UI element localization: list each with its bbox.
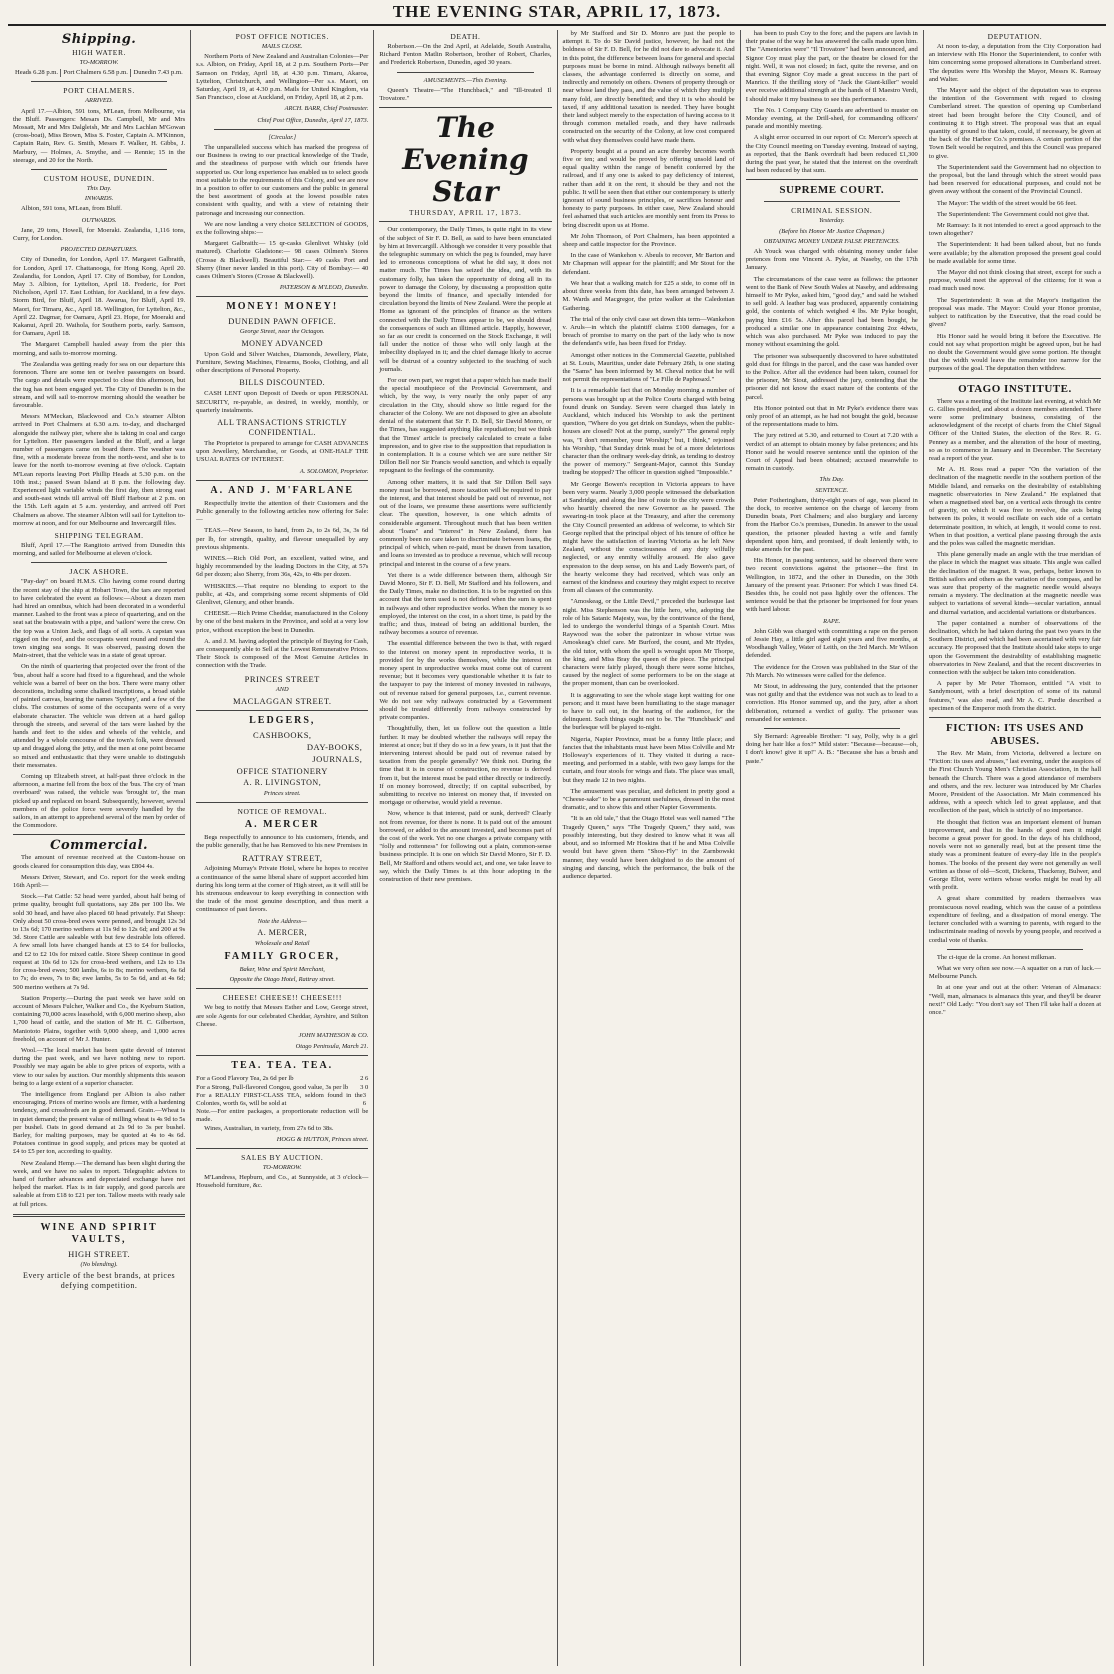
commercial-5: Wool.—The local market has been quite devoid of interest during the past week, and we have nothing new to report. Possibly we may again be able to give prices of exports, with a view to our sales by auction. Our monthly shipments this season being to a large extent of a superior character.	[13, 1046, 186, 1087]
evening-star-masthead: The Evening Star	[402, 111, 529, 209]
outwards-text: Jane, 29 tons, Howell, for Moeraki. Zealandia, 1,116 tons, Curry, for London.	[13, 226, 186, 243]
removal-heading: NOTICE OF REMOVAL.	[237, 806, 328, 816]
deputation-6: Mr Ramsay: Is it not intended to erect a good approach to the town altogether?	[928, 222, 1102, 238]
rattray-street: RATTRAY STREET,	[242, 853, 323, 864]
supreme-court-heading: SUPREME COURT.	[779, 184, 885, 197]
inwards-label: INWARDS.	[84, 195, 114, 203]
amusements-heading: AMUSEMENTS.—This Evening.	[423, 76, 508, 84]
mcfarlane-heading: A. AND J. M'FARLANE	[210, 484, 355, 496]
commercial-6: The intelligence from England per Albion is also rather encouraging. Prices of merino wools are firmer, with a hardening tendency, and crossbreds are in good demand. Grain.—Wheat is in quiet demand; the present value of milling wheat is 4s 9d to 5s per bushel. Oats in good demand at 2s 9d to 3s per bushel. Barley, for malting purposes, may be quoted at 4s to 4s 6d. Potatoes continue in good supply, and prices may be quoted at £4 to £5 per ton, according to quality.	[13, 1090, 186, 1156]
column-2	[190, 30, 373, 1666]
yesterday-label: Yesterday.	[818, 217, 845, 225]
editorial-5: The essential difference between the two is that, with regard to the interest on money spent in reproductive works, it is provided for by the works themselves, while the interest on money spent in unproductive works must come out of current revenue; but it becomes very questionable whether it is fair to the taxpayer to pay the interest of money invested in railways, out of revenue raised for general purposes, i.e., current revenue. We do not see why railways constructed by a Government should be treated differently from railways constructed by private companies.	[379, 640, 552, 722]
institute-4: The paper contained a number of observations of the declination, which he had taken during the past two years in the Southern District, and which had been ascertained with very fair accuracy. He proposed that the Institute should take steps to urge upon the Government the desirability of establishing magnetic observatories in New Zealand, and that the recent discoveries in connection with the subject be taken into consideration.	[928, 619, 1102, 677]
fiction-2: He thought that fiction was an important element of human improvement, and that in the hands of good men it might become a great power for good. In the days of his childhood, novels were not so generally read, but at the present time the study was a prominent feature of every-day life in the people's homes. The books of the present day were not generally as well written as those of old—Scott, Dickens, Thackeray, Bulwer, and George Eliot, were writers whose works might be read by all with profit.	[928, 818, 1102, 892]
arrived-text: April 17.—Albion, 591 tons, M'Lean, from Melbourne, via the Bluff. Passengers: Mesars Ds. Campbell, Mr and Mrs Mossatt, Mr and Mrs Dalgleish, Mr and Mrs Lachlan M'Gowan (cross-boat), Miss Brown, Miss S. Foster, Captain A. M'Kinnon, Captain Rain, Rev. G. Smith, Messrs F. Walker, H. Gibbs, J. Marbury, — Holmes, A. Smythe, and — Rennie; 15 in the steerage, and 20 for the North.	[13, 107, 186, 164]
jack-ashore-1: "Pay-day" on board H.M.S. Clio having come round during the recent stay of the ship at Hobart Town, the tars are reported to have celebrated the event as follows:—About a dozen men had hired an omnibus, which had been decorated in a wonderful manner. Lashed to the front was a piece of quartering, and on the seat sat the boatswain with a pipe, and 'sailors' were the crew. On the top was a Union Jack, and flags of all sorts. A capstan was rigged on the roof, and the occupants went round and round the town singing sea songs. It was observed, passing down the Main-street, that the vehicle was in a state of great uproar.	[13, 578, 186, 660]
institute-5: A paper by Mr Peter Thomson, entitled "A visit to Sandymount, with a brief description of some of its natural features," was also read, and Mr A. C. Purdie described a specimen of the Emperor moth from the district.	[928, 680, 1102, 712]
editorial-4: Yet there is a wide difference between them, although Sir David Monro, Sir F. D. Bell, Mr Stafford and his followers, and the Daily Times, make no distinction. It is to be regretted on this account that the term used is not defined when the sum is spent in railways and other reproductive works. When the money is so employed, the interest on the cost, in a short time, is paid by the traffic; and thus, instead of being an additional burden, the railway becomes a source of revenue.	[379, 571, 552, 637]
court-text-9: The evidence for the Crown was published in the Star of the 7th March. No witnesses were called for the defence.	[745, 663, 918, 679]
circular-label: [Circular.]	[268, 133, 297, 141]
local-news-11: The amusement was peculiar, and deficient in pretty good a "Cheese-sake" to be a paramount usefulness, dressed in the most dramatic, and to show this and other Napier Governments.	[562, 787, 735, 812]
mercer-heading: A. MERCER	[244, 818, 320, 830]
editorial-1: Our contemporary, the Daily Times, is quite right in its view of the subject of Sir F. D. Bell, as said to have been enunciated by him at Invercargill. Although we consider it very possible that the telegraphic summary on which the peg is founded, may have led to erroneous conceptions of what he did say, it does not matter much. The Times has seized the idea, and, with its customary folly, has taken the opportunity of doing all in its power to damage the Colony, by discussing a proposition quite beyond the limits of finance, and specially intended for circulation beyond the limits of New Zealand. Were the people at Home as ignorant of the principles of finance as the writers connected with the Daily Times appear to be, we should dread the consequences of such an illtimed article. Happily, however, so far as our credit is concerned on the Stock Exchange, it will fall under the notice of those who will only laugh at the imbecility displayed in it; and the chief damage likely to accrue will be distrust of a country subjected to the teaching of such journals.	[379, 226, 552, 373]
auction-heading: SALES BY AUCTION.	[241, 1153, 324, 1163]
local-news-10: Nigeria, Napier Province, must be a funny little place; and fancies that the inhabitants must have been Miss Colville and Mr Holloway's experiences of it. They visited it during a race-meeting, and performed in a stable, with two gasy lamps for the curtain, and four stools for wings and flats. The place was small, but they made 12 in two nights.	[562, 735, 735, 784]
court-joke: Sly Bernard: Agreeable Brother: "I say, Polly, why is a girl doing her hair like a fox?" Mild sister: "Because—because—oh, I don't know! give it up!" A. B.: "Because she has a brush and paste."	[745, 733, 918, 765]
cheese-heading: CHEESE! CHEESE!! CHEESE!!!	[222, 993, 342, 1003]
column-1	[8, 30, 190, 1666]
local-news-14: The No. 1 Company City Guards are advertised to muster on Monday evening, at the Drill-shed, for commanding officers' parade and monthly meeting.	[745, 106, 918, 131]
high-water-heading: HIGH WATER.	[72, 48, 127, 57]
tide-dunedin: Dunedin 7.43 p.m.	[131, 69, 185, 77]
criminal-session-heading: CRIMINAL SESSION.	[791, 206, 873, 216]
court-text-1: Ah Youck was charged with obtaining money under false pretences from one Vincent A. Pyke, at Naseby, on the 17th January.	[745, 248, 918, 272]
auction-text: M'Landress, Hepburn, and Co., at Sunnyside, at 3 o'clock—Household furniture, &c.	[196, 1174, 369, 1190]
mcfarlane-wines: WINES.—Rich Old Port, an excellent, vatted wine, and highly recommended by the leading Doctors in the City, at 57s 6d per dozen; also Sherry, from 36s, 42s, to 48s per dozen.	[196, 554, 369, 579]
local-news-7: Mr George Bowen's reception in Victoria appears to have been very warm. Nearly 3,000 people witnessed the debarkation at Sandridge, and along the line of route to the city were crowds who heartily cheered the new Governor as he passed. The swearing-in took place at the Treasury, and after the ceremony the City Council presented an address of welcome, to which Sir George replied that the principal object of his tenure of office he might have the satisfaction of leaving Victoria as he left New Zealand, without the consciousness of any duty wilfully neglected, or any enmity wilfully aroused. He also gave expression to the deep sense, on his and Lady Bowen's part, of the hearty welcome they had received, which was only an earnest of the kindness and courtesy they might expect to receive from all classes of the community.	[562, 480, 735, 595]
deputation-8: The Mayor did not think closing that street, except for such a purpose, would meet the approval of the citizens; for it was a road much used now.	[928, 269, 1102, 293]
editorial-cont-1: by Mr Stafford and Sir D. Monro are just the people to attempt it. To do Sir David justice, however, he had not the boldness of Sir F. D. Bell, for he did not dare to advocate it. And in this point, the difference between loans for general and special purposes must be borne in mind. Although railways benefit all classes, the advantage conferred is directly on some, and indirectly and remotely on others. Owners of property through or near whose land they pass, and the value of which they multiply many fold, are directly benefited; and they it is who should be taxed, if any additional taxation is needed. They have bought their land subject merely to the expectation of having access to it through common metalled roads, and they have railroads constructed on the security of the Colony, at low cost compared with what they themselves could have made them.	[562, 30, 735, 144]
shipping-news-2: The Zealandia was getting ready for sea on our departure this forenoon. There are some ten or twelve passengers on board. The cargo and details were expected to close this afternoon, but the tug has not been engaged yet. The City of Dunedin is in the stream, and will sail to-morrow morning should the weather be favourable.	[13, 360, 186, 409]
this-day-court: This Day.	[819, 476, 845, 484]
fiction-joke-3: In at one year and out at the other: Veteran of Almanacs: "Well, man, almanacs is almanacs this year, and they'll be dearer next!" Old Lady: "You don't say so! Then I'll take half a dozen at once."	[928, 984, 1102, 1016]
arrived-label: ARRIVED.	[85, 97, 114, 105]
tea-row: Note.—For entire packages, a proportionate reduction will be made.	[196, 1108, 369, 1124]
jack-ashore-heading: JACK ASHORE.	[69, 567, 129, 577]
this-day-label: This Day.	[86, 185, 112, 193]
wine-vaults-heading: WINE AND SPIRIT VAULTS,	[40, 1221, 158, 1245]
post-office-text: Northern Ports of New Zealand and Australian Colonies—Per s.s. Albion, on Friday, April 18, at 2 p.m. Southern Ports—Per Samson on Friday, April 18, at 4.30 p.m. Timaru, Akaroa, Lyttelton, Christchurch, and Wellington—Per s.s. Maori, on Saturday, April 19, at 4.30 p.m. Mails for United Kingdom, via San Francisco, close at Auckland, on Friday, April 18, at 2 p.m.	[196, 53, 369, 102]
court-text-2: The circumstances of the case were as follows: the prisoner went to the Bank of New South Wales at Naseby, and addressing himself to Mr Pyke, asked him, "good day," and said he wished to sell gold. A leather bag was produced, apparently containing gold, the contents of which weighed 4 lbs. Mr Pyke bought, paying him £16 5s. After this parcel had been bought, he produced a similar one in appearance containing 2oz 4dwts, which was also purchased. Mr Pyke was induced to pay the money without examining the gold.	[745, 275, 918, 349]
dateline: THURSDAY, APRIL 17, 1873.	[409, 209, 522, 218]
port-chalmers-heading: PORT CHALMERS.	[63, 86, 135, 96]
pawn-office-text-2: CASH LENT upon Deposit of Deeds or upon PERSONAL SECURITY, re-payable, as desired, in weekly, monthly, or quarterly instalments.	[196, 390, 369, 414]
circular-ships: Margaret Galbraith:— 15 qr-casks Glenlivet Whisky (old matured). Charlotte Gladstone:— 98 cases Oilmen's Stores (Crosse & Blackwell). Beautiful Star:— 49 casks Port and Sherry (finer never landed in this port). City of Bombay:— 40 cases Oilmen's Stores (Crosse & Blackwell).	[196, 240, 369, 281]
court-text-10: Mr Stout, in addressing the jury, contended that the prisoner was not guilty and that the evidence was not such as to lead to a conviction. His Honor summed up, and the jury, after a short deliberation, returned a verdict of guilty. The prisoner was remanded for sentence.	[745, 683, 918, 723]
before-judge: (Before his Honor Mr Justice Chapman.)	[779, 227, 885, 235]
tea-wines: Wines, Australian, in variety, from 27s 6d to 38s.	[204, 1124, 334, 1132]
local-news-2: In the case of Wankehon v. Abeuls to recover, Mr Barton and Mr Chapman will appear for the plaintiff; and Mr Stout for the defendant.	[562, 252, 735, 276]
cheese-text: We beg to notify that Messrs Esther and Low, George street, are sole Agents for our celebrated Cheddar, Ayrshire, and Stilton Cheese.	[196, 1004, 369, 1028]
deputation-1: At noon to-day, a deputation from the City Corporation had an interview with His Honor the Superintendent, to confer with him concerning some proposed alterations in Cumberland street. The deputies were His Worship the Mayor, Messrs K. Ramsay and Walter.	[928, 43, 1102, 83]
court-text-5: The jury retired at 5.30, and returned to Court at 7.20 with a verdict of an attempt to obtain money by false pretences; and his Honor said he would reserve sentence until the opinion of the Court of Appeal had been obtained; accused meanwhile to remain in custody.	[745, 432, 918, 473]
tea-row: For a REALLY FIRST-CLASS TEA, seldom found in the Colonies, worth 6s, will be sold at 3 6	[196, 1091, 367, 1108]
fiction-joke-1: The ci-ique de la crome. An honest milkman.	[936, 953, 1057, 961]
shipping-news-1: The Margaret Campbell hauled away from the pier this morning, and sails to-morrow morning.	[13, 341, 186, 357]
auction-sub: TO-MORROW.	[262, 1164, 302, 1172]
commercial-4: Station Property.—During the past week we have sold on account of Messrs Fulcher, Walker and Co., the Kyeburn Station, containing 70,000 acres leasehold, with 6,000 merino sheep, also 1,700 head of cattle, and the station of Mr H. C. Gilbertson, Maniototo Plains, together with 9,000 sheep, and 1,000 acres freehold, on account of Mr J. Hunter.	[13, 994, 186, 1043]
mcfarlane-teas: TEAS.—New Season, to hand, from 2s, to 2s 6d, 3s, 3s 6d per lb, for strength, quality, and flavour unequalled by any previous shipments.	[196, 527, 369, 551]
circular-text-2: We are now landing a very choice SELECTION of GOODS, ex the following ships:—	[196, 220, 369, 237]
mcfarlane-intro: Respectfully invite the attention of their Customers and the Public generally to the following articles now offering for Sale:—	[196, 499, 369, 524]
deputation-7: The Superintendent: It had been talked about, but no funds were available; by the alteration proposed the present goal could be made available for some time.	[928, 241, 1102, 265]
circular-text: The unparalleled success which has marked the progress of our Business is owing to our practical knowledge of the Trade, and the steadiness of purpose with which our friends have supported us. Our long experience has enabled us to select goods most suitable to the requirements of this Colony, and we are now in a position to offer to our customers and the public in general the best assortment of goods at the lowest possible rates consistent with quality, and with a view of retaining their patronage and increasing our connection.	[196, 144, 369, 217]
editorial-6: Thoughtfully, then, let us follow out the question a little further. It may be doubted whether the railways will repay the interest at once; but if they do so in a few years, is it just that the intervening interest should be paid out of revenue raised by taxation from the people generally? We think not. During the time that it is in course of construction, no revenue is derived from it, but the interest must be paid either directly or indirectly. If on money borrowed, directly; if on capital subscribed, by submitting to receive no interest on money that, if invested on mortgage or otherwise, would yield a revenue.	[379, 725, 552, 807]
pawn-office-text-3: The Proprietor is prepared to arrange for CASH ADVANCES upon Jewellery, Merchandise, or Goods, at ONE-HALF THE USUAL RATES OF INTEREST.	[196, 439, 369, 464]
tomorrow-label: TO-MORROW.	[79, 59, 119, 66]
maclaggan-street: MACLAGGAN STREET.	[232, 695, 332, 706]
institute-3: This plane generally made an angle with the true meridian of the place in which the magnet was situate. This angle was called the declination of the magnet. It was, perhaps, better known to British sailors and others as the variation of the compass, and he was sure that property of the magnetic needle would always remain a mystery. The declination at the magnetic needle was subject to variations of several kinds—secular variation, annual and diurnal variation, and accidental variations or disturbances.	[928, 551, 1102, 616]
pawn-office-signature: A. SOLOMON, Proprietor.	[299, 467, 369, 475]
tea-heading: TEA. TEA. TEA.	[231, 1060, 334, 1072]
office-stationery: OFFICE STATIONERY	[236, 765, 328, 776]
tide-heads: Heads 6.28 p.m.	[15, 69, 59, 77]
institute-1: There was a meeting of the Institute last evening, at which Mr G. Gillies presided, and about a dozen members attended. There were some preliminary business, consisting of the acknowledgment of the receipt of charts from the Chief Signal Officer of the United States, the election of the Rev. R. G. Penney as a member, and the alteration of the hour of meeting, so as to commence in January and in December. The Secretary read a report of the year.	[928, 397, 1102, 462]
ledgers-heading: LEDGERS,	[249, 714, 316, 726]
amusements-text: Queen's Theatre—"The Hunchback," and "Ill-treated Il Trovatore."	[379, 86, 552, 103]
sentence-heading: SENTENCE.	[815, 486, 849, 494]
tide-port: Port Chalmers 6.58 p.m.	[61, 69, 131, 77]
mercer-text-2: Adjoining Murray's Private Hotel, where he hopes to receive a continuance of the same liberal share of support accorded him during his long term at the corner of High street, as it will still be his strenuous endeavour to keep everything in connection with the trade of the most genuine description, and thus merit a continuance of past favors.	[196, 865, 369, 914]
false-pretences-heading: OBTAINING MONEY UNDER FALSE PRETENCES.	[763, 237, 900, 245]
institute-2: Mr A. H. Ross read a paper "On the variation of the declination of the magnetic needle in the southern portion of the Middle Island, and remarks on the desirability of establishing magnetic observatories in New Zealand." He explained that when a magnetised steel bar, on a vertical axis through its centre of gravity, on which it was free to revolve, the axis being between its poles, it would oscillate on each side of a certain determinate position, in which, at length, it would come to rest. When in that position, a vertical plane passing through the axis and the poles was called the magnetic meridian.	[928, 466, 1102, 547]
editorial-2: For our own part, we regret that a paper which has made itself the special mouthpiece of the Provincial Government, and which, by the way, is very nearly the only paper of any circulation in the City, should show so little regard for the character of the Colony. We are not disposed to give an absolute denial of the statement that Sir F. D. Bell, Sir David Monro, or the Times, has suggested anything like repudiation; but we think that the Times' article is precisely calculated to create a false impression, and to give rise to the supposition that repudiation is in contemplation. It is a course which we are sure neither Sir Dillon Bell nor Sir Francis would sanction, and which is equally repugnant to the feelings of the community.	[379, 377, 552, 475]
court-text-8: John Gibb was charged with committing a rape on the person of Jessie Hay, a little girl aged eight years and five months, at Woodhaugh Valley, Water of Leith, on the 3rd March. Mr Wilson defended.	[745, 627, 918, 660]
telegram-text: Bluff, April 17.—The Rangitoto arrived from Dunedin this morning, and sailed for Melbourne at eleven o'clock.	[13, 541, 186, 558]
mcfarlane-whisky: WHISKIES.—That require no blending to export to the public, at 42s, and comprising some recent shipments of Old Glenlivet, Glenury, and other brands.	[196, 582, 369, 606]
outwards-label: OUTWARDS.	[81, 216, 117, 224]
money-advanced: MONEY ADVANCED	[241, 338, 323, 348]
local-news-6: It is a remarkable fact that on Monday morning a number of persons was brought up at the Police Courts charged with being found drunk on Sunday. Seven were charged thus lately in Auckland, which induced his Worship to ask the pertinent question, "Where do you get drink on Sundays, when the public-houses are closed? Not at the pump, surely?" The general reply was, "I don't remember, your Worship;" but, I think," rejoined his Worship, "that Sunday drink must be of a more deleterious character than the ordinary week-day drink, as tending to destroy the power of memory." Sergeant-Major, cannot this Sunday trading be stopped? The officer in question sighed "Impossible."	[562, 387, 735, 477]
livingston-address: Princes street.	[263, 789, 301, 797]
tea-row: For a Good Flavory Tea, 2s 6d per lb 2 6	[196, 1075, 369, 1083]
local-news-8: "Amoskeag, or the Little Devil," preceded the burlesque last night. Miss Stephenson was the little hero, who, adopting the role of his Satanic Majesty, was, by the contrivance of the fiend, led to undergo the wonderful things of a Spanish Court. Miss Raywood was the sober the patronizer in whose virtue was Amoskeag's chief care. Mr Burford, the count, and Mr Hydes, the old tutor, with whom the spell is wrought upon Mr Thorpe, the king, and Miss Bray the queen of the piece. The principal characters were fairly played, though there were some hitches, caused by the neglect of some performers to be on the stage at the proper moment, than can be overlooked.	[562, 598, 735, 688]
wine-vaults-tagline: Every article of the best brands, at prices defying competition.	[23, 1270, 176, 1290]
note-address: Note the Address—	[257, 917, 307, 925]
mercer-wholesale: Wholesale and Retail	[254, 939, 310, 947]
column-5	[740, 30, 923, 1666]
mercer-name: A. MERCER,	[257, 927, 308, 937]
mercer-text: Begs respectfully to announce to his customers, friends, and the public generally, that he has Removed to his new Premises in	[196, 833, 369, 850]
court-text-4: His Honor pointed out that in Mr Pyke's evidence there was only proof of an attempt, as he had not bought the gold, because of the representations made to him.	[745, 404, 918, 429]
mcfarlane-cheese: CHEESE.—Rich Prime Cheddar, manufactured in the Colony by one of the best makers in the Province, and sold at a very low price, without exception the best in Dunedin.	[196, 610, 369, 634]
pawn-office-text: Upon Gold and Silver Watches, Diamonds, Jewellery, Plate, Furniture, Sewing Machines, Firearms, Books, Clothing, and all other descriptions of Personal Property.	[196, 350, 369, 375]
mercer-opposite: Opposite the Otago Hotel, Rattray street.	[229, 976, 335, 984]
mails-close-label: MAILS CLOSE.	[261, 43, 303, 50]
rape-heading: RAPE.	[823, 617, 841, 625]
telegram-heading: SHIPPING TELEGRAM.	[54, 530, 144, 540]
column-4	[557, 30, 740, 1666]
cheese-signature: JOHN MATHESON & CO.	[298, 1032, 369, 1040]
wine-vaults-street: HIGH STREET.	[68, 1248, 131, 1259]
local-news-3: We hear that a walking match for £25 a side, to come off in about three weeks from this date, has been arranged between J. M. Wards and Macgregor, the prize walker at the Caledonian Gathering.	[562, 279, 735, 312]
court-text-6: Peter Fotheringham, thirty-eight years of age, was placed in the dock, to receive sentence on the charge of larceny from Dunedin boats, Port Chalmers; and also burglary and larceny from the Harbor Co.'s premises, Dunedin. In answer to the usual question, the prisoner pleaded having a wife and family dependent upon him, and promised, if dealt leniently with, to make amends for the past.	[745, 496, 918, 553]
circular-signature: PATERSON & M'LEOD, Dunedin.	[279, 284, 369, 292]
inwards-text: Albion, 591 tons, M'Lean, from Bluff.	[21, 205, 122, 213]
tea-row: For a Strong, Full-flavored Congou, good value, 3s per lb 3 0	[196, 1083, 369, 1091]
commercial-7: New Zealand Hemp.—The demand has been slight during the week, and we have no sales to report. Telegraphic advices to hand of further advances and depreciated exchange have not helped the market. Flax is in fair supply, and good parcels are saleable at from £18 to £21 per ton. Tallow meets with ready sale at full prices.	[13, 1159, 186, 1208]
daybooks-line: DAY-BOOKS,	[306, 741, 363, 752]
fiction-joke-2: What we very often see now.—A squatter on a run of luck.—Melbourne Punch.	[928, 964, 1102, 981]
post-office-signature: ARCH. BARR, Chief Postmaster.	[284, 105, 369, 113]
deputation-10: His Honor said he would bring it before the Executive. He could not say what proportion might be agreed upon, but he had no doubt the Government would give some portion. He thought that the width would leave the remainder too narrow for the purposes of the goal. The deputation then withdrew.	[928, 332, 1102, 373]
local-news-13: has been to push Coy to the fore; and the papers are lavish in their praise of the way he has answered the calls made upon him. The "Ameniories were" "Il Trovatore" had been announced, and Signor Coy must play the part, or the theatre be closed for the night. Well, it was not closed; in fact, quite the reverse, and on that evening Signor Coy made a great success in the part of Manrico. If the thrilling story of "Jack the Giant-killer" would ever receive additional strength at the hands of Il Maestro Verdi, I should make it my business to see this performance.	[745, 30, 918, 103]
pawn-office-heading: DUNEDIN PAWN OFFICE.	[228, 316, 337, 327]
court-text-3: The prisoner was subsequently discovered to have substituted gold dust for filings in the parcel, and the case was handed over to the Police. After all the evidence had been taken, counsel for the prisoner, Mr Stout, addressed the jury, contending that the prisoner did not know the exact nature of the contents of the parcel.	[745, 352, 918, 401]
tea-price-list	[196, 1075, 368, 1124]
mcfarlane-text-2: A. and J. M. having adopted the principle of Buying for Cash, are consequently able to Sell at the Lowest Remunerative Prices. Their Stock is composed of the Most Genuine Articles in connection with the Trade.	[196, 637, 369, 670]
deputation-4: The Mayor: The width of the street would be 66 feet.	[936, 199, 1077, 207]
projected-label: PROJECTED DEPARTURES.	[60, 246, 138, 254]
otago-institute-heading: OTAGO INSTITUTE.	[958, 382, 1072, 395]
transactions-confidential: ALL TRANSACTIONS STRICTLY CONFIDENTIAL.	[217, 417, 348, 437]
editorial-cont-2: Property bought at a pound an acre thereby becomes worth five or ten; and would be proved by offering unsold land of equal quality within the range of benefit conferred by the railroad, and if any one is asked to pay deficiency of interest, rather than add it on the rent, it should be they and not the public. It will be seen then that either our contemporary is utterly ignorant of sound business principles, or sacrifices honour and honesty to party purposes. In either case, New Zealand should feel ashamed that such articles are monthly sent from its Press to bring discredit upon us at Home.	[562, 147, 735, 229]
deputation-5: The Superintendent: The Government could not give that.	[936, 210, 1090, 218]
death-text: Robertson.—On the 2nd April, at Adelaide, South Australia, Richard Fenton Matlin Robertson, brother of Robert, Charles, and Frederick Robertson, Dunedin, aged 30 years.	[379, 43, 552, 67]
columns	[8, 30, 1106, 1666]
deputation-heading: DEPUTATION.	[987, 32, 1043, 41]
family-grocer: FAMILY GROCER,	[224, 951, 340, 963]
bills-discounted: BILLS DISCOUNTED.	[239, 378, 326, 388]
editorial-7: Now, whence is that interest, paid or sunk, derived? Clearly not from revenue, for there is none. It is paid out of the amount borrowed, or added to the amount invested, and becomes part of the cost of the work. Yet no one charges a private company with "folly and rottenness" for following out a plain, common-sense business principle. It is one on which Sir David Monro, Sir F. D. Bell, Mr Stafford and others would act, and one, we take leave to say, which the Daily Times is at this hour adopting in the construction of their new premises.	[379, 810, 552, 884]
cashbooks-line: CASHBOOKS,	[252, 729, 312, 740]
local-news-12: "It is an old tale," that the Otago Hotel was well named "The Tragedy Queen," says "The Tragedy Queen," they said, was possibly interesting, but they desired to know what it was all about, and so informed Mr Hoskins that if he and Miss Colville would but have given them "Shoo-Fly" in the Zarnbowski manner, they would have been delighted to do the amount of singing and dancing, which the performance, the bulk of the audience departed.	[562, 815, 735, 880]
jack-ashore-3: Coming up Elizabeth street, at half-past three o'clock in the afternoon, a marine fell from the box of the 'bus. The cry of 'man overboard' was raised, the vehicle was 'brought to', the man picked up and replaced on board. Subsequently, however, several members of the police force were severely handled by the sailors, in an attempt to apprehend several of the men by order of the Commodore.	[13, 773, 186, 830]
wine-vaults-note: (No blending).	[80, 1260, 118, 1268]
pawn-office-address: George Street, near the Octagon.	[239, 328, 325, 336]
commercial-1: The amount of revenue received at the Custom-house on goods cleared for consumption this day, was £804 4s.	[13, 854, 186, 870]
local-news-4: The trial of the only civil case set down this term—Wankehon v. Aruls—in which the plaintiff claims £100 damages, for a breach of promise to marry on the part of the lady who is now the defendant's wife, has been fixed for Friday.	[562, 315, 735, 348]
journals-line: JOURNALS,	[312, 753, 363, 764]
shipping-heading: Shipping.	[61, 32, 137, 47]
cheese-dateline: Otago Peninsula, March 21.	[295, 1043, 369, 1051]
princes-and: AND	[275, 685, 289, 693]
livingston-name: A. R. LIVINGSTON,	[243, 777, 322, 787]
projected-text: City of Dunedin, for London, April 17. Margaret Galbraith, for London, April 17. Chattanooga, for Hong Kong, April 20. Zealandia, for London, April 17. City of Bombay, for London, May 3. Albion, for Lyttelton, April 18. Frederic, for Port Nicholson, April 17. East Lothian, for Auckland, in a few days. Storm Bird, for Bluff, April 18. Awarua, for Bluff, April 19. Maori, for Timaru, &c., April 18. Wellington, for Lyttelton, &c., April 22. Dagmar, for Oamaru, April 23. Hope, for Moeraki and Kakanui, April 20. Waihola, for Southern ports, early. Samson, for Oamaru, April 18.	[13, 256, 186, 338]
fiction-heading: FICTION: ITS USES AND ABUSES.	[945, 722, 1084, 748]
local-news-15: A slight error occurred in our report of Cr. Mercer's speech at the City Council meeting on Tuesday evening. Instead of saying, as reported, that the Bank overdraft had been reduced £1,300 during the past year, he stated that the interest on the overdraft had been reduced by that sum.	[745, 134, 918, 175]
tea-signature: HOGG & HUTTON, Princes street.	[276, 1135, 369, 1143]
court-text-7: His Honor, in passing sentence, said he observed there were two recent convictions against the prisoner—the first in Wellington, in 1872, and the other in Dunedin, on the 30th January of the present year. Prisoner: For which I was fined £4. Besides this, he could not pass lightly over the offences. The sentence would be that the prisoner be imprisoned for four years with hard labour.	[745, 557, 918, 614]
editorial-3: Among other matters, it is said that Sir Dillon Bell says money must be borrowed, more taxation will be required to pay the interest, and that interest should be paid out of revenue, not out of the loans, we presume these assertions were sufficiently clear. The question, however, is one which admits of considerable argument. Throughout much that has been written about "loans" and "interest" in New Zealand, there has commonly been no care taken to discriminate between loans, the principal of which, when re-paid, must be drawn from taxation, and loans so invested as to produce a revenue, which will recoup principal and interest in the course of a few years.	[379, 478, 552, 568]
commercial-3: Stock.—Fat Cattle: 52 head were yarded, about half being of prime quality, brought full quotations, say 28s per 100 lbs. We sold 30 head, and have also placed 60 head privately. Fat Sheep: Only about 50 cross-bred ewes were penned, and brought 12s 3d to 13s 6d; 170 merino wethers at 11s 9d to 12s 6d; and 200 at 9s 3d. Store Cattle are saleable with but few desirable lots offered. A few small lots have changed hands at £3 to £4 for bullocks, and £2 to £2 10s for mixed cattle. Store Sheep continue in good request at 10s 6d to 12s for cross-bred wethers, and 12s to 13s for cross-bred ewes; 500 lambs, 6s to 8s; merino wethers, 6s 6d to 7s; do ewes, 7s to 8s; ewe lambs, 5s to 5s 6d, and at 4s 6d; 500 merino wethers at 7s 9d.	[13, 893, 186, 991]
deputation-2: The Mayor said the object of the deputation was to express the intention of the Government with regard to closing Cumberland street. The question of opening up Cumberland street had been brought before the City Council, and of continuing it to High street. The proposal was that an equal quantity of ground to that taken, could, if necessary, be given at the back of the Harbor Co.'s premises. A certain portion of the Town Belt would be required, and this the Council was prepared to give.	[928, 87, 1102, 160]
deputation-3: The Superintendent said the Government had no objection to the proposal, but the land through which the street would pass had been reserved for educational purposes, and could not be given away without the consent of the Provincial Council.	[928, 163, 1102, 196]
princes-street: PRINCES STREET	[244, 673, 320, 684]
fiction-3: A great share committed by readers themselves was promiscuous novel reading, which was the cause of a pointless expenditure of feeling, and a dissipation of moral energy. The lecturer concluded with a warning to parents, with regard to the indiscriminate reading of novels by young people, and received a cordial vote of thanks.	[928, 895, 1102, 944]
mercer-baker: Baker, Wine and Spirit Merchant,	[239, 966, 325, 974]
deputation-9: The Superintendent: It was at the Mayor's instigation the proposal was made. The Mayor: Could your Honor promise, subject to ratification by the Executive, that the road could be given?	[928, 296, 1102, 329]
money-heading: MONEY! MONEY!	[226, 301, 339, 313]
column-3	[373, 30, 556, 1666]
shipping-news-3: Messrs M'Meckan, Blackwood and Co.'s steamer Albion arrived in Port Chalmers at 6.30 a.m. to-day, and discharged alongside the railway pier, where she is taking in coal and cargo for Lyttelton. Her passengers landed at the Bluff, and a large number of passengers came on board there. The weather was fine, with a moderate breeze from the north-west, and she is to leave for the north to-morrow evening at five o'clock. Captain M'Lean reports leaving Port Phillip Heads at 5.30 p.m. on the 10th inst.; passed Swan Island at 8 p.m. the following day. Experienced light variable winds the first day, then strong east and south-east winds till arrival off Bluff Harbour at 2 p.m. on the 15th. Left again at 5 a.m. yesterday, and arrived off Port Chalmers as above. The steamer Albion will sail for Lyttelton to-morrow at noon, and for our Melbourne and Invercargill files.	[13, 413, 186, 527]
tide-table	[13, 69, 185, 77]
column-6	[923, 30, 1106, 1666]
jack-ashore-2: On the ninth of quartering that projected over the front of the 'bus, about half a score had fixed to a figurehead, and the whole vehicle was a barrel of beer on the box. There were many other decorations, including some chalked inscriptions, a broad stable of painted canvas, bearing the names 'Sydney', and a few of the clubs. The costumes of some of the occupants were of a very elaborate character. The vehicle was driven at a hard gallop through the streets, and several of the tars were lashed by the hands and feet to the sides and wheels of the vehicle, and attended by a whole concourse of the town's folk, were dressed up and dragged along the jetty, and the men at one point became so mixed and enthusiastic that they were unable to distinguish their messmates.	[13, 663, 186, 769]
fiction-1: The Rev. Mr Main, from Victoria, delivered a lecture on "Fiction: its uses and abuses," last evening, under the auspices of the First Church Young Men's Christian Association, in the hall beneath the Church. There was a good attendance of members and others, and the rev. lecturer was introduced by Mr Charles Moore, President of the Association. Mr Main commenced his address, with a speech which led to great applause, and that recollection of the past, which is strictly of no importance.	[928, 750, 1102, 815]
customs-heading: CUSTOM HOUSE, DUNEDIN.	[43, 174, 155, 184]
commercial-heading: Commercial.	[50, 838, 149, 854]
post-office-dateline: Chief Post Office, Dunedin, April 17, 1873.	[257, 116, 369, 124]
local-news-9: It is aggravating to see the whole stage kept waiting for one person; and it must have been humiliating to the stage manager to have to call out, in the hearing of the audience, for the delinquent. Such things ought not to be. The "Hunchback" and the burlesque will be played to-night.	[562, 691, 735, 732]
local-news-1: Mr John Thomson, of Port Chalmers, has been appointed a sheep and cattle inspector for the Province.	[562, 232, 735, 249]
commercial-2: Messrs Driver, Stewart, and Co. report for the week ending 16th April:—	[13, 873, 186, 890]
page-masthead: THE EVENING STAR, APRIL 17, 1873.	[8, 0, 1106, 26]
local-news-5: Amongst other notices in the Commercial Gazette, published at St. Louis, Mauritius, under date February 26th, is one stating the "Sams" has been informed by M. Cheval notice that he will not permit the representations of "Le Fille de Paphosaxl."	[562, 351, 735, 384]
death-heading: DEATH.	[450, 32, 481, 41]
post-office-heading: POST OFFICE NOTICES.	[235, 32, 329, 41]
